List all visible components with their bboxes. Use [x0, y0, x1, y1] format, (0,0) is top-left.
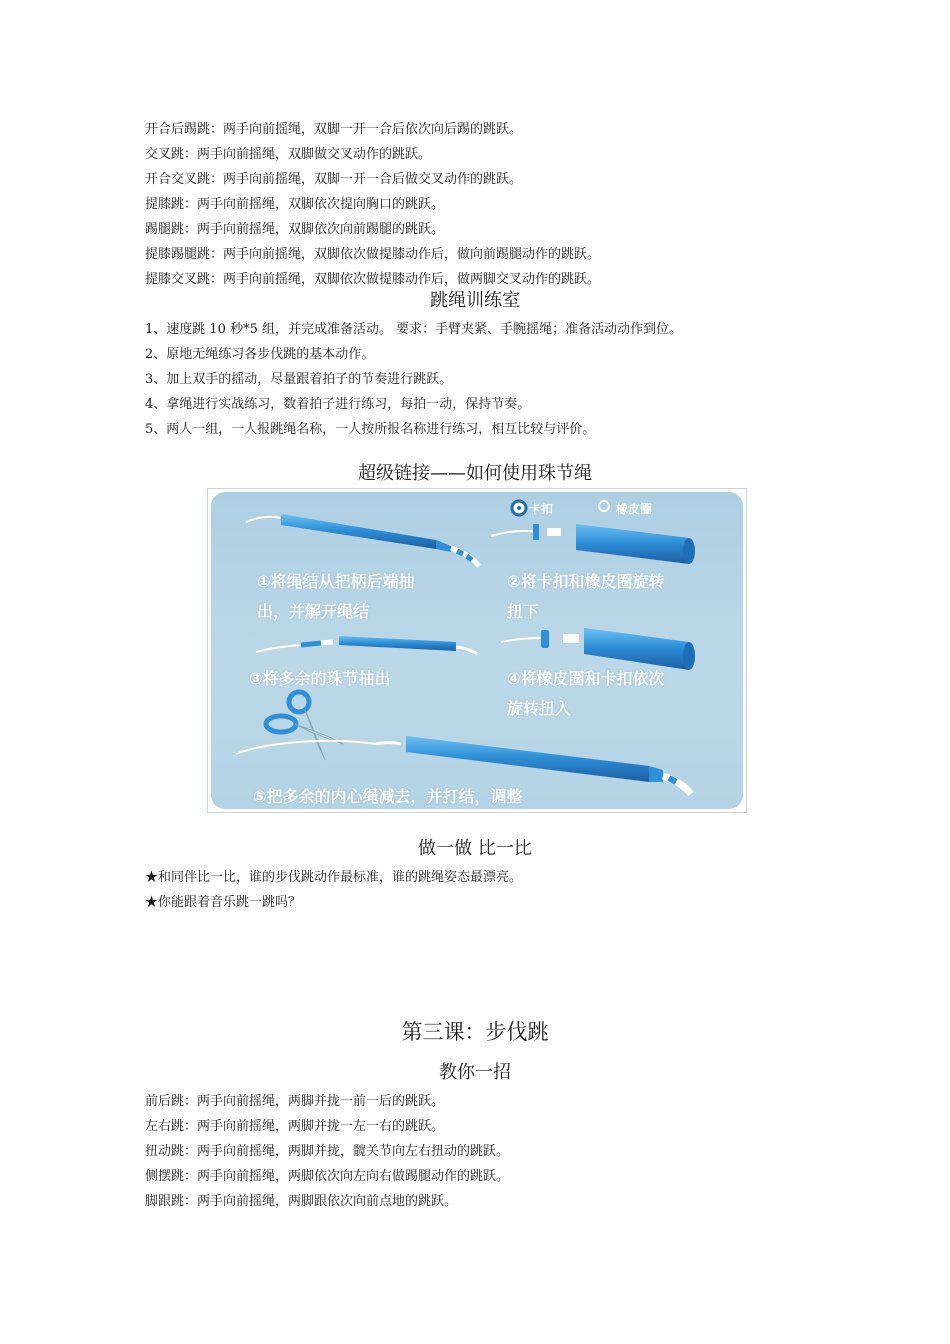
text-line: 扭动跳：两手向前摇绳，两脚并拢，髋关节向左右扭动的跳跃。	[145, 1144, 510, 1159]
step2-caption-line2: 扭下	[507, 602, 540, 621]
text-line: 提膝交叉跳：两手向前摇绳，双脚依次做提膝动作后，做两脚交叉动作的跳跃。	[145, 272, 601, 287]
text-line: 脚跟跳：两手向前摇绳，两脚跟依次向前点地的跳跃。	[145, 1194, 458, 1209]
step4-caption-line2: 旋转扭入	[507, 699, 572, 718]
text-line: 侧摆跳：两手向前摇绳，两脚依次向左向右做踢腿动作的跳跃。	[145, 1169, 510, 1184]
text-line: 开合后踢跳：两手向前摇绳，双脚一开一合后依次向后踢的跳跃。	[145, 122, 523, 137]
lesson-title: 第三课：步伐跳	[401, 1020, 549, 1044]
section-title-compare: 做一做 比一比	[418, 838, 532, 859]
text-line: 提膝跳：两手向前摇绳，双脚依次提向胸口的跳跃。	[145, 197, 445, 212]
step3-caption: ③将多余的珠节抽出	[249, 669, 391, 688]
text-line: 左右跳：两手向前摇绳，两脚并拢一左一右的跳跃。	[145, 1119, 445, 1134]
text-line: 前后跳：两手向前摇绳，两脚并拢一前一后的跳跃。	[145, 1094, 445, 1109]
legend-band-label: 橡皮圈	[616, 502, 653, 516]
figure-background	[211, 492, 743, 809]
step1-handle	[246, 514, 479, 566]
list-item: ★你能跟着音乐跳一跳吗？	[145, 895, 302, 910]
list-item: 1、速度跳 10 秒*5 组，并完成准备活动。 要求：手臂夹紧、手腕摇绳；准备活动动作到位。	[145, 322, 683, 337]
section-title-training: 跳绳训练室	[430, 290, 520, 311]
scissors-icon	[266, 692, 343, 760]
rope-illustration	[211, 492, 743, 809]
list-item: 3、加上双手的摇动，尽量跟着拍子的节奏进行跳跃。	[145, 372, 453, 387]
section-title-link: 超级链接——如何使用珠节绳	[358, 463, 592, 484]
step1-caption-line2: 出，并解开绳结	[257, 602, 370, 621]
step2-caption-line1: ②将卡扣和橡皮圈旋转	[507, 572, 665, 591]
list-item: 2、原地无绳练习各步伐跳的基本动作。	[145, 347, 375, 362]
step5-caption: ⑤把多余的内心绳减去，并打结，调整	[253, 787, 523, 806]
step1-caption-line1: ①将绳结从把柄后端抽	[257, 572, 415, 591]
step2-parts	[491, 501, 695, 564]
list-item: 5、两人一组，一人报跳绳名称，一人按所报名称进行练习，相互比较与评价。	[145, 422, 596, 437]
text-line: 提膝踢腿跳：两手向前摇绳，双脚依次做提膝动作后，做向前踢腿动作的跳跃。	[145, 247, 601, 262]
step4-caption-line1: ④将橡皮圈和卡扣依次	[507, 669, 665, 688]
legend-clip-label: 卡扣	[529, 502, 554, 516]
list-item: ★和同伴比一比，谁的步伐跳动作最标准，谁的跳绳姿态最漂亮。	[145, 870, 523, 885]
list-item: 4、拿绳进行实战练习，数着拍子进行练习，每拍一动，保持节奏。	[145, 397, 531, 412]
text-line: 交叉跳：两手向前摇绳，双脚做交叉动作的跳跃。	[145, 147, 432, 162]
step3-handle	[256, 636, 477, 654]
text-line: 踢腿跳：两手向前摇绳，双脚依次向前踢腿的跳跃。	[145, 222, 445, 237]
lesson-subtitle: 教你一招	[439, 1062, 511, 1083]
text-line: 开合交叉跳：两手向前摇绳，双脚一开一合后做交叉动作的跳跃。	[145, 172, 523, 187]
bead-rope-instruction-figure	[207, 488, 747, 813]
